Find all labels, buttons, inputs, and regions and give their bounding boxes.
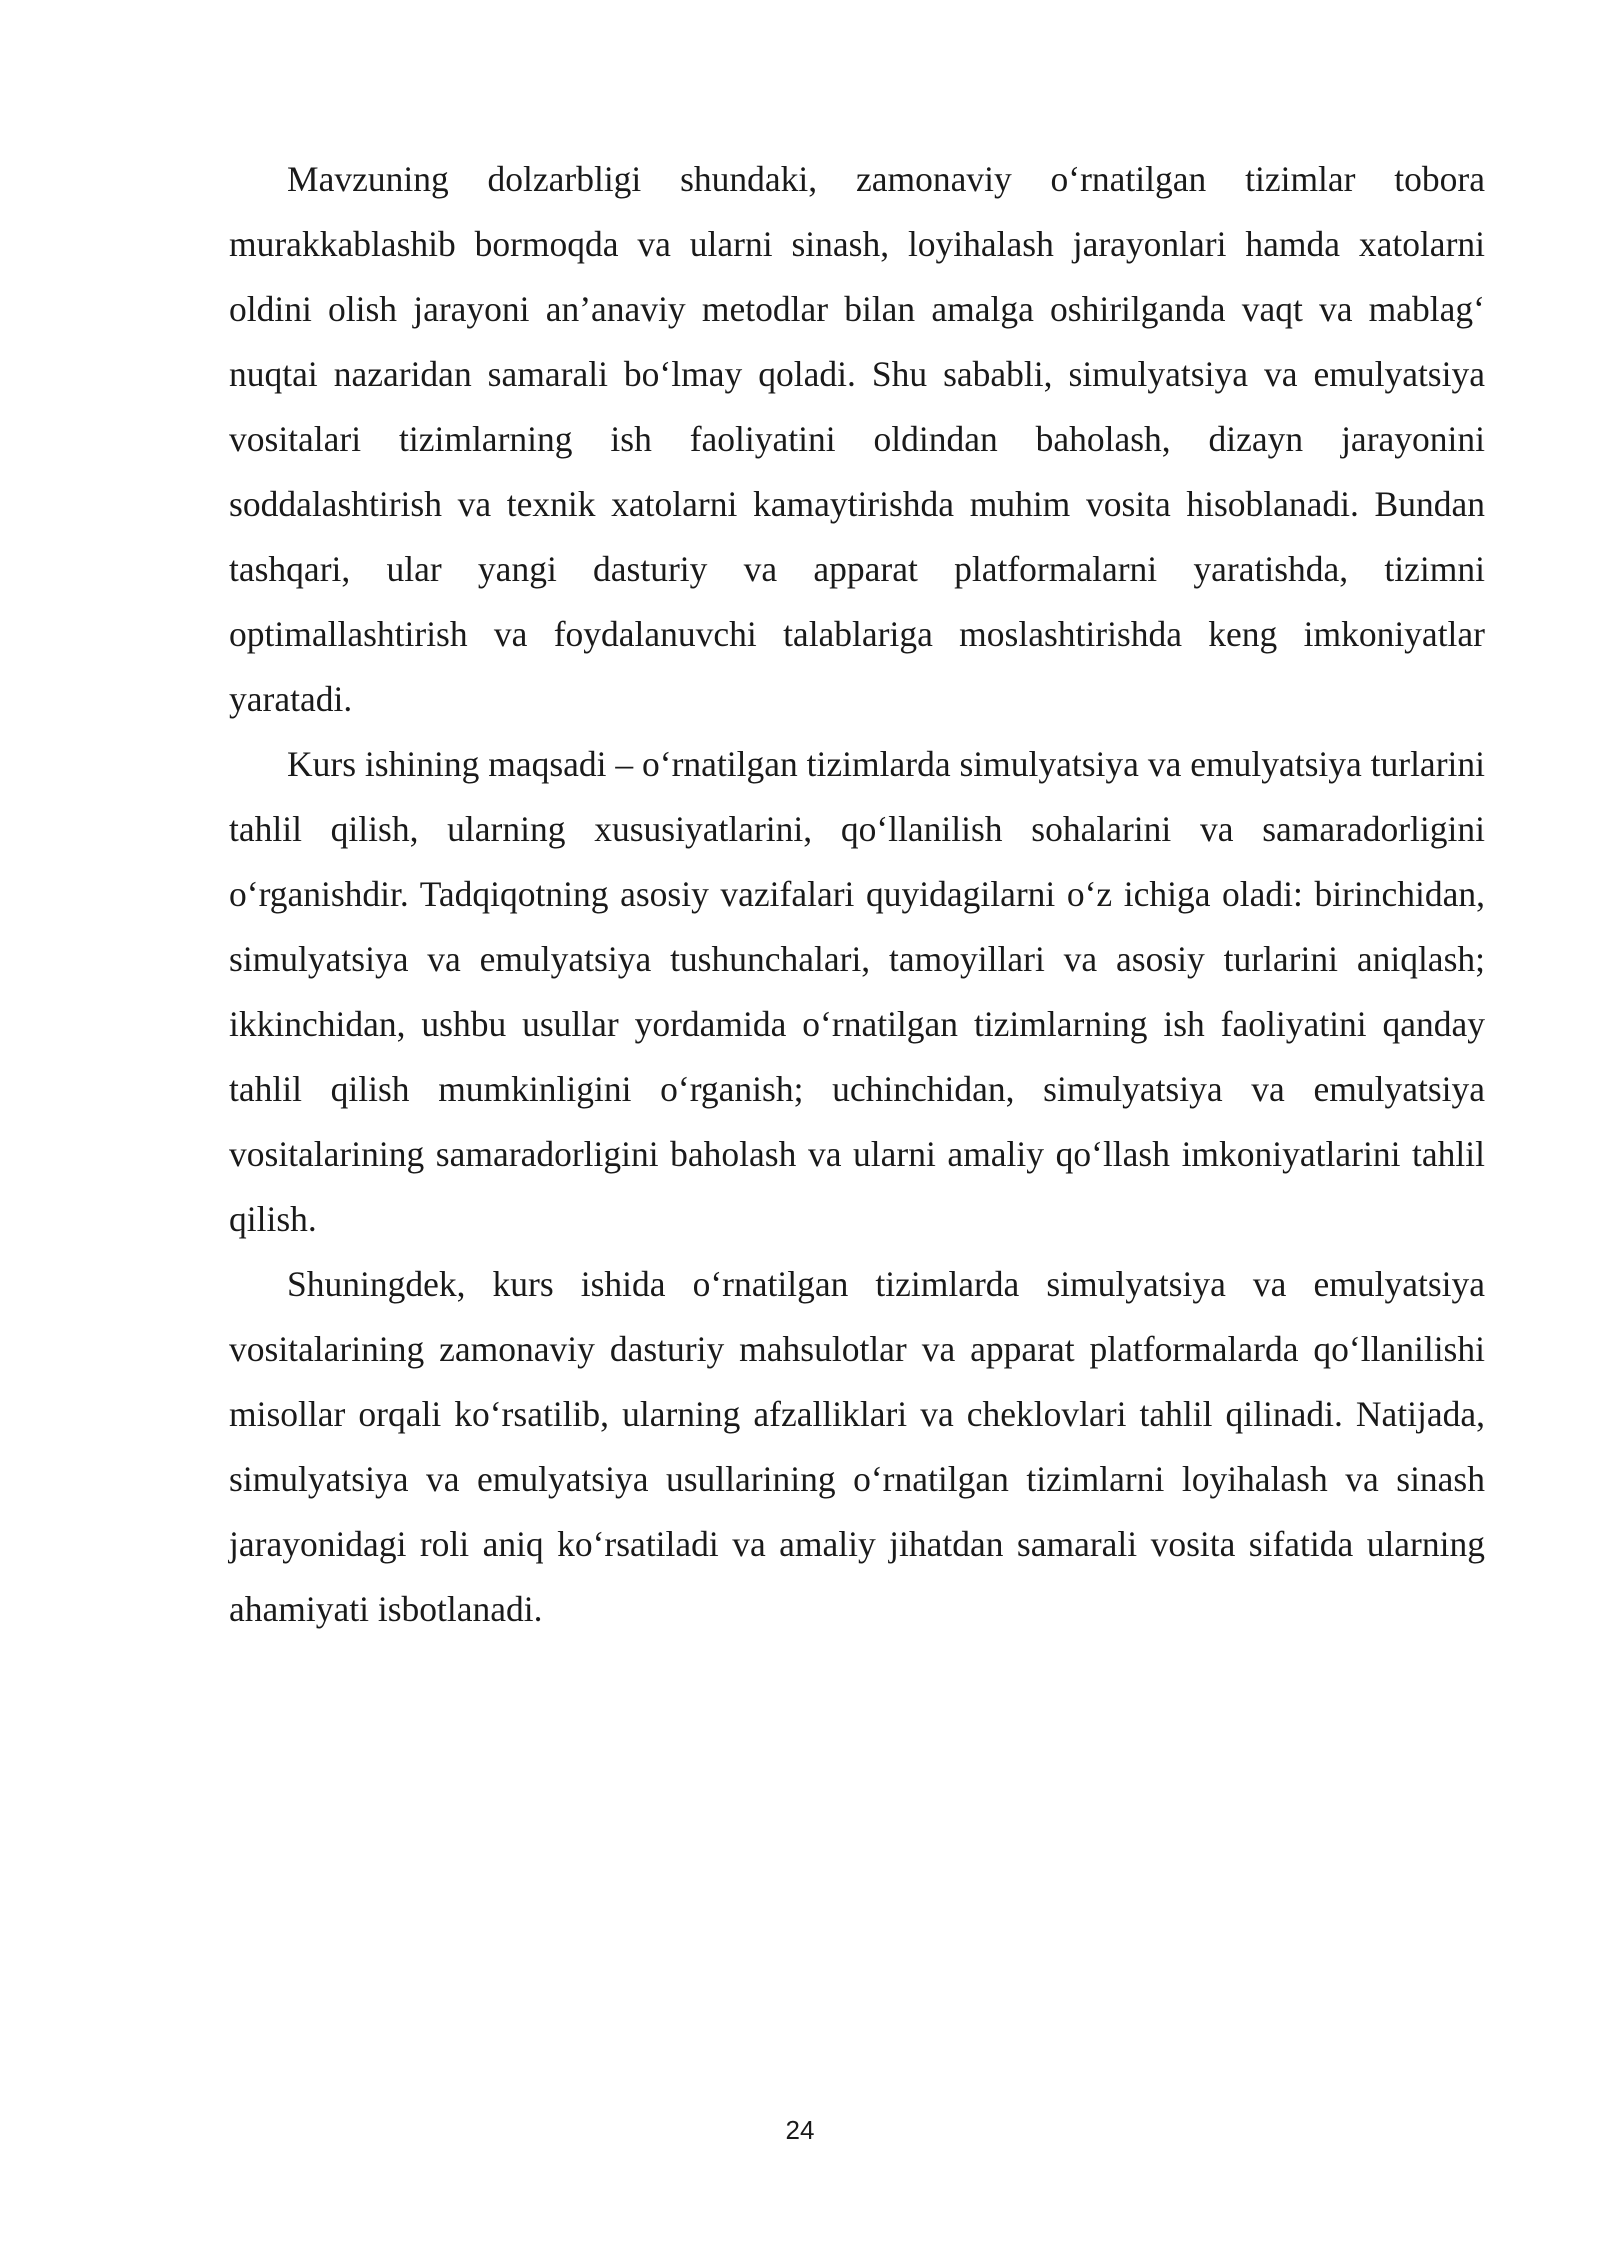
body-text [229, 147, 1485, 1642]
paragraph-application: Shuningdek, kurs ishida o‘rnatilgan tizimlarda simulyatsiya va emulyatsiya vositalarining zamonaviy dasturiy mahsulotlar va apparat platformalarda qo‘llanilishi misollar orqali ko‘rsatilib, ularning afzalliklari va cheklovlari tahlil qilinadi. Natijada, simulyatsiya va emulyatsiya usullarining o‘rnatilgan tizimlarni loyihalash va sinash jarayonidagi roli aniq ko‘rsatiladi va amaliy jihatdan samarali vosita sifatida ularning ahamiyati isbotlanadi. [229, 1264, 1485, 1629]
paragraph-relevance: Mavzuning dolzarbligi shundaki, zamonaviy o‘rnatilgan tizimlar tobora murakkablashib bormoqda va ularni sinash, loyihalash jarayonlari hamda xatolarni oldini olish jarayoni an’anaviy metodlar bilan amalga oshirilganda vaqt va mablag‘ nuqtai nazaridan samarali bo‘lmay qoladi. Shu sababli, simulyatsiya va emulyatsiya vositalari tizimlarning ish faoliyatini oldindan baholash, dizayn jarayonini soddalashtirish va texnik xatolarni kamaytirishda muhim vosita hisoblanadi. Bundan tashqari, ular yangi dasturiy va apparat platformalarni yaratishda, tizimni optimallashtirish va foydalanuvchi talablariga moslashtirishda keng imkoniyatlar yaratadi. [229, 159, 1485, 719]
paragraph-goal: Kurs ishining maqsadi – o‘rnatilgan tizimlarda simulyatsiya va emulyatsiya turlarini tahlil qilish, ularning xususiyatlarini, qo‘llanilish sohalarini va samaradorligini o‘rganishdir. Tadqiqotning asosiy vazifalari quyidagilarni o‘z ichiga oladi: birinchidan, simulyatsiya va emulyatsiya tushunchalari, tamoyillari va asosiy turlarini aniqlash; ikkinchidan, ushbu usullar yordamida o‘rnatilgan tizimlarning ish faoliyatini qanday tahlil qilish mumkinligini o‘rganish; uchinchidan, simulyatsiya va emulyatsiya vositalarining samaradorligini baholash va ularni amaliy qo‘llash imkoniyatlarini tahlil qilish. [229, 744, 1485, 1239]
page-number: 24 [785, 2115, 815, 2145]
